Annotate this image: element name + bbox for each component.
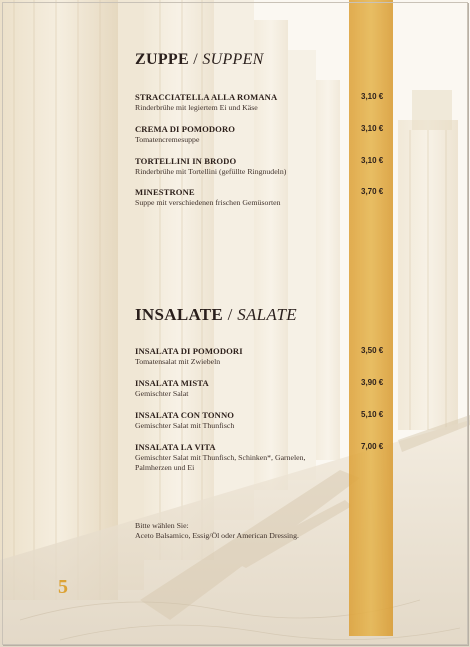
item-name: INSALATA CON TONNO [135,410,235,420]
item-price: 3,50 € [361,346,384,355]
menu-item [135,124,435,145]
item-price: 7,00 € [361,442,384,451]
menu-item [135,156,435,177]
item-name: INSALATA DI POMODORI [135,346,243,356]
item-description: Rinderbrühe mit Tortellini (gefüllte Ringnudeln) [135,167,287,176]
item-description: Rinderbrühe mit legiertem Ei und Käse [135,103,258,112]
item-name: INSALATA MISTA [135,378,209,388]
title-separator: / [223,305,238,324]
menu-item [135,187,435,208]
dressing-note [135,521,355,541]
dressing-note-options: Aceto Balsamico, Essig/Öl oder American Dressing. [135,531,299,540]
title-separator: / [188,51,203,68]
item-description: Tomatencremesuppe [135,135,200,144]
menu-item [135,92,435,113]
section-title-zuppe [135,51,264,69]
item-name: TORTELLINI IN BRODO [135,156,237,166]
item-name: CREMA DI POMODORO [135,124,236,134]
section-title-italian: ZUPPE [135,51,189,68]
page-number: 5 [58,576,68,598]
section-title-italian: INSALATE [135,305,224,324]
item-description: Tomatensalat mit Zwiebeln [135,357,221,366]
item-description: Gemischter Salat mit Thunfisch, Schinken*, Garnelen, Palmherzen und Ei [135,453,306,472]
item-name: MINESTRONE [135,187,195,197]
item-description: Gemischter Salat mit Thunfisch [135,421,235,430]
item-price: 3,10 € [361,92,384,101]
item-name: STRACCIATELLA ALLA ROMANA [135,92,278,102]
item-price: 3,10 € [361,156,384,165]
section-title-insalate [135,305,297,325]
item-price: 3,70 € [361,187,384,196]
menu-item [135,346,435,367]
menu-item [135,378,435,399]
menu-item [135,410,435,431]
item-price: 3,10 € [361,124,384,133]
item-description: Gemischter Salat [135,389,189,398]
dressing-note-intro: Bitte wählen Sie: [135,521,189,530]
item-price: 5,10 € [361,410,384,419]
menu-item [135,442,435,473]
item-description: Suppe mit verschiedenen frischen Gemüsorten [135,198,281,207]
item-price: 3,90 € [361,378,384,387]
section-title-german: SUPPEN [202,51,264,68]
item-name: INSALATA LA VITA [135,442,216,452]
section-title-german: SALATE [237,305,297,324]
